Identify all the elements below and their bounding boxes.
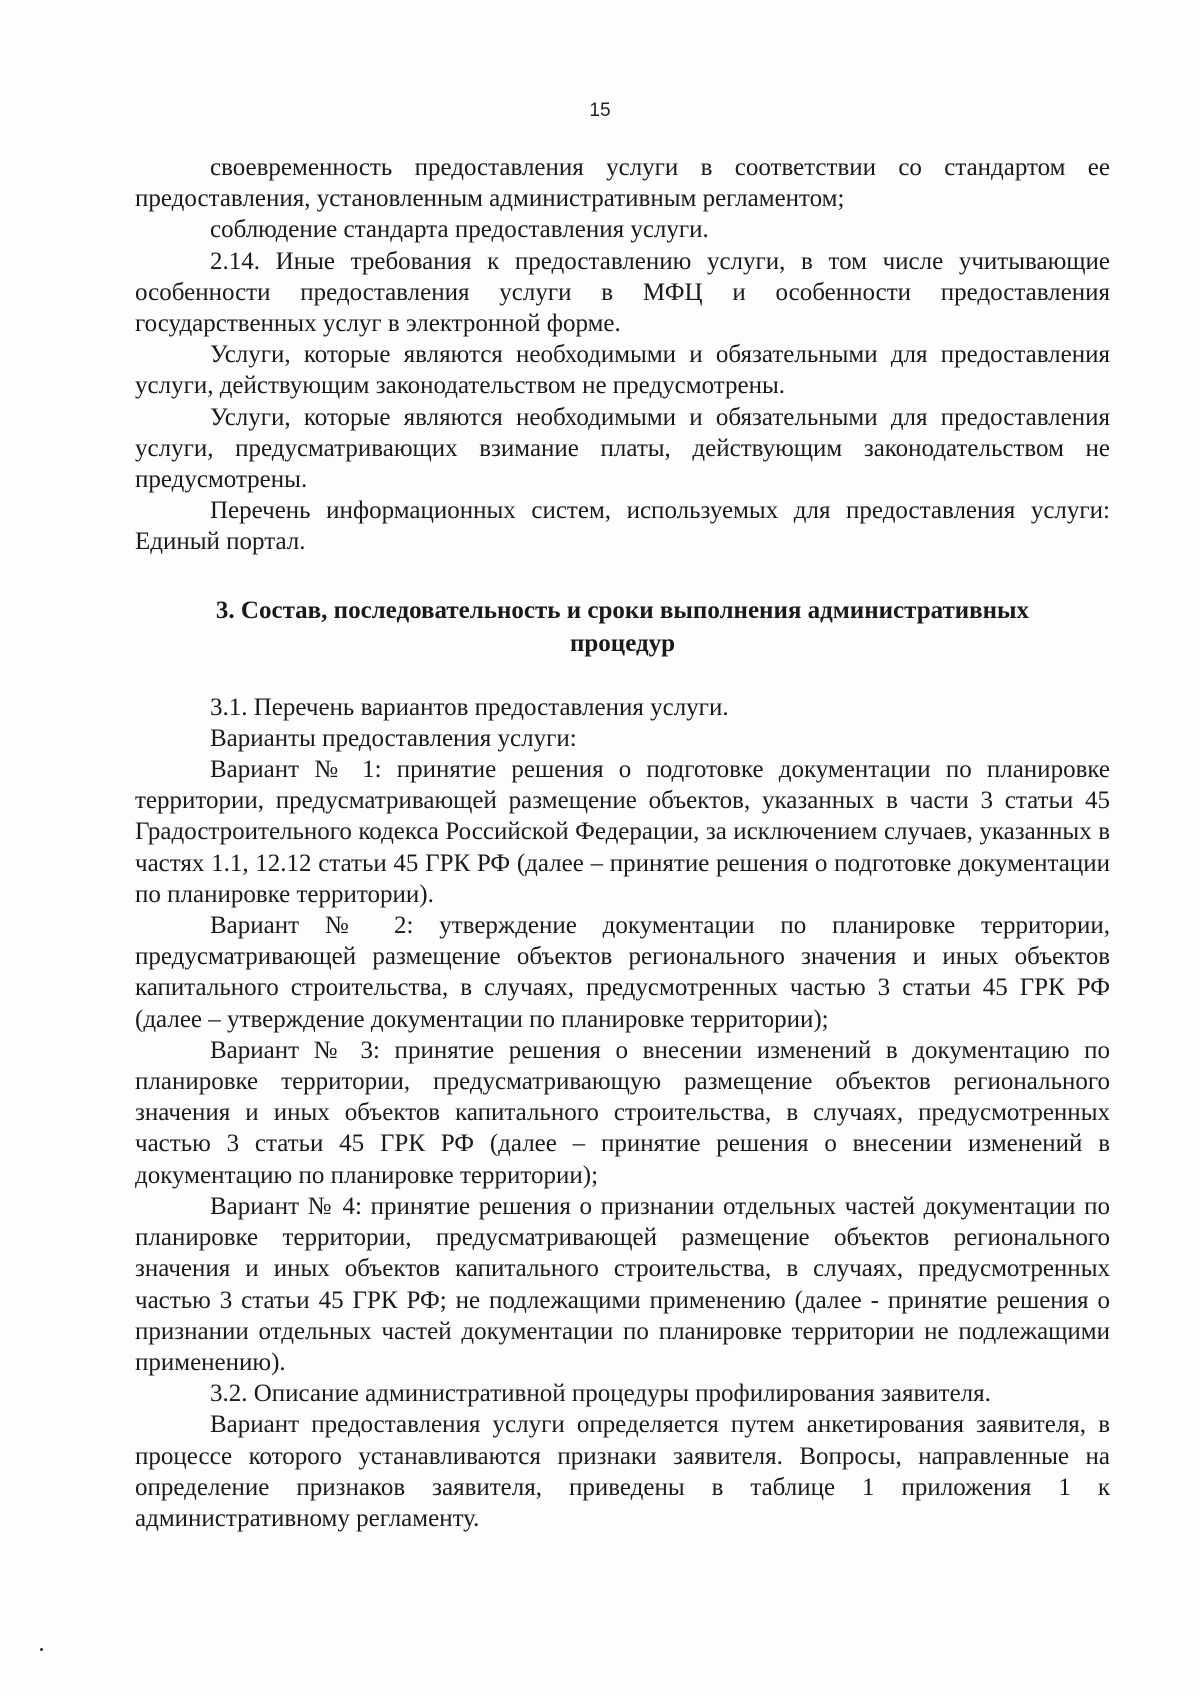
paragraph-variant-2: Вариант № 2: утверждение документации по планировке территории, предусматривающей размещение объектов регионального значения и иных объектов капитального строительства, в случаях, предусмотренных частью 3 статьи 45 ГРК РФ (далее – утверждение документации по планировке территории); xyxy=(135,912,1110,1033)
paragraph-3-2-profiling: 3.2. Описание административной процедуры профилирования заявителя. xyxy=(210,1380,991,1408)
paragraph-standard-compliance: соблюдение стандарта предоставления услуги. xyxy=(210,216,709,244)
paragraph-variant-4: Вариант № 4: принятие решения о признании отдельных частей документации по планировке территории, предусматривающей размещение объектов регионального значения и иных объектов капитального строительства, в случаях, предусмотренных частью 3 статьи 45 ГРК РФ; не подлежащими применению (далее - принятие решения о признании отдельных частей документации по планировке территории не подлежащими применению). xyxy=(135,1192,1110,1376)
paragraph-timeliness: своевременность предоставления услуги в соответствии со стандартом ее предоставления, установленным административным регламентом; xyxy=(135,154,1110,213)
paragraph-variant-3: Вариант № 3: принятие решения о внесении изменений в документацию по планировке территории, предусматривающую размещение объектов регионального значения и иных объектов капитального строительства, в случаях, предусмотренных частью 3 статьи 45 ГРК РФ (далее – принятие решения о внесении изменений в документацию по планировке территории); xyxy=(135,1036,1110,1189)
paragraph-3-1-variants-list: 3.1. Перечень вариантов предоставления услуги. xyxy=(210,693,729,721)
section-3-heading: 3. Состав, последовательность и сроки выполнения административных процедур xyxy=(215,596,1030,657)
paragraph-2-14-other-requirements: 2.14. Иные требования к предоставлению услуги, в том числе учитывающие особенности предоставления услуги в МФЦ и особенности предоставления государственных услуг в электронной форме. xyxy=(135,247,1110,338)
page-number: 15 xyxy=(589,100,611,121)
document-body xyxy=(135,152,1110,1534)
paragraph-variants-intro: Варианты предоставления услуги: xyxy=(210,724,577,752)
paragraph-mandatory-services: Услуги, которые являются необходимыми и обязательными для предоставления услуги, действующим законодательством не предусмотрены. xyxy=(135,341,1110,400)
paragraph-variant-1: Вариант № 1: принятие решения о подготовке документации по планировке территории, предусматривающей размещение объектов, указанных в части 3 статьи 45 Градостроительного кодекса Российской Федерации, за исключением случаев, указанных в частях 1.1, 12.12 статьи 45 ГРК РФ (далее – принятие решения о подготовке документации по планировке территории). xyxy=(135,756,1110,908)
scan-speck xyxy=(40,1648,43,1651)
paragraph-paid-mandatory-services: Услуги, которые являются необходимыми и обязательными для предоставления услуги, предусматривающих взимание платы, действующим законодательством не предусмотрены. xyxy=(135,403,1110,494)
paragraph-profiling-description: Вариант предоставления услуги определяется путем анкетирования заявителя, в процессе которого устанавливаются признаки заявителя. Вопросы, направленные на определение признаков заявителя, приведены в таблице 1 приложения 1 к административному регламенту. xyxy=(135,1411,1110,1532)
paragraph-information-systems: Перечень информационных систем, используемых для предоставления услуги: Единый портал. xyxy=(135,497,1110,556)
